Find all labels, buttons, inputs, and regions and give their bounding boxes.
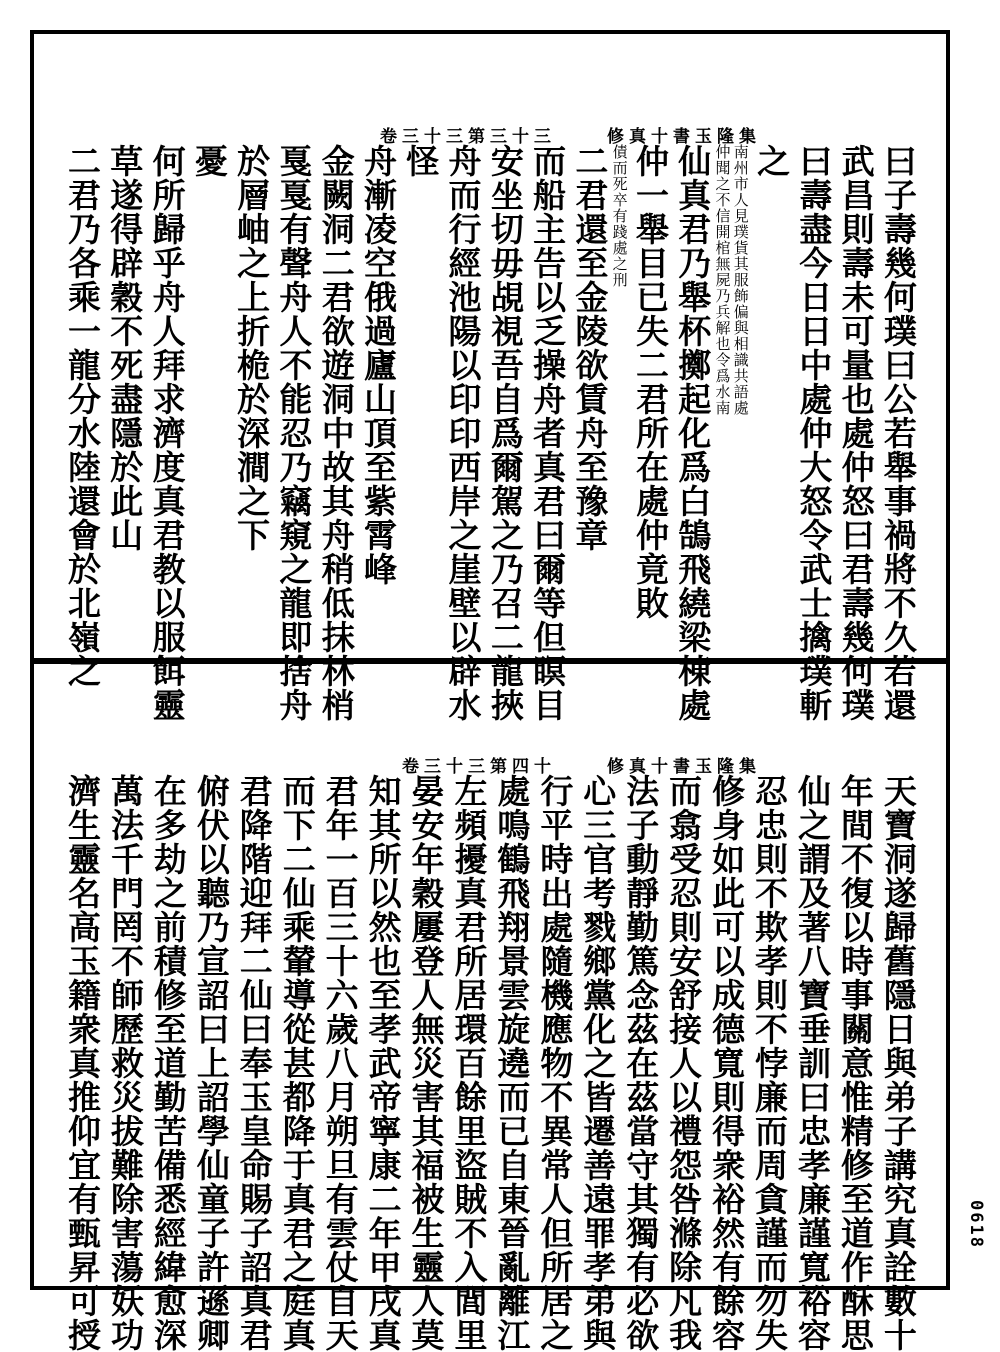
text-column: 仙真君乃舉杯擲起化爲白鵠飛繞梁棟處 [673, 144, 713, 722]
upper-volume-label: 卷三十三第三十三 [380, 127, 556, 147]
text-column: 忍忠則不欺孝則不悖廉而周貪謹而勿失 [750, 774, 789, 1352]
text-column: 濟生靈名高玉籍衆真推仰宜有甄昇可授 [63, 774, 102, 1352]
annotation-column: 債而死卒有踐處之刑 [610, 144, 629, 288]
lower-book-title: 修真十書玉隆集 [607, 757, 761, 777]
annotation-column: 南州市人見璞貨其服飾偏與相識共語處 [731, 144, 750, 416]
upper-page [30, 30, 950, 722]
text-column: 仙之謂及著八寶垂訓曰忠孝廉謹寬裕容 [792, 774, 832, 1352]
text-column: 舟漸凌空俄過廬山頂至紫霄峰 [358, 144, 398, 586]
annotation-column: 仲聞之不信開棺無屍乃兵解也令爲水南 [713, 144, 732, 416]
text-column: 君降階迎拜二仙曰奉玉皇命賜子詔真君 [234, 774, 274, 1352]
text-column: 金闕洞二君欲遊洞中故其舟稍低抹林梢 [316, 144, 356, 722]
text-column: 仲一舉目已失二君所在處仲竟敗 [630, 144, 670, 620]
text-column: 安坐切毋覘視吾自爲爾駕之乃召二龍挾 [485, 144, 525, 722]
text-column: 處鳴鶴飛翔景雲旋遶而已自東晉亂離江 [492, 774, 532, 1352]
lower-page [30, 660, 950, 1352]
lower-volume-label: 卷三十三第四十 [402, 757, 556, 777]
page-number: 0618 [966, 1200, 986, 1249]
text-column: 而下二仙乘輦導從甚都降于真君之庭真 [277, 774, 317, 1352]
text-column: 在多劫之前積修至道勤苦備悉經緯愈深 [148, 774, 188, 1352]
text-column: 君年一百三十六歲八月朔旦有雲仗自天 [320, 774, 360, 1352]
text-column: 而船主告以乏操舟者真君曰爾等但瞑目 [528, 144, 568, 722]
text-column: 曰壽盡今日日中處仲大怒令武士擒璞斬 [794, 144, 834, 722]
text-column: 於層岫之上折桅於深澗之下 [232, 144, 272, 552]
text-column: 之 [752, 144, 792, 178]
text-column: 知其所以然也至孝武帝寧康二年甲戌真 [363, 774, 403, 1352]
text-column: 天寶洞遂歸舊隱日與弟子講究真詮數十 [878, 774, 918, 1352]
text-column: 戛戛有聲舟人不能忍乃竊窺之龍即捨舟 [274, 144, 314, 722]
text-column: 左頻擾真君所居環百餘里盜賊不入閭里 [449, 774, 489, 1352]
text-column: 修身如此可以成德寬則得衆裕然有餘容 [707, 774, 747, 1352]
text-column: 何所歸乎舟人拜求濟度真君教以服餌靈 [147, 144, 187, 722]
text-column: 萬法千門罔不師歷救災拔難除害蕩妖功 [105, 774, 145, 1352]
text-column: 俯伏以聽乃宣詔曰上詔學仙童子許遜卿 [191, 774, 231, 1352]
lower-text-body [62, 774, 918, 1352]
text-column: 二君乃各乘一龍分水陸還會於北嶺之 [63, 144, 102, 688]
upper-text-body [62, 144, 918, 722]
text-column: 舟而行經池陽以印印西岸之崖壁以辟水 [443, 144, 483, 722]
text-column: 二君還至金陵欲賃舟至豫章 [570, 144, 610, 552]
text-column: 曰子壽幾何璞曰公若舉事禍將不久若還 [878, 144, 918, 722]
text-column: 年間不復以時事關意惟精修至道作酥思 [835, 774, 875, 1352]
text-column: 法子動靜勤篤念茲在茲當守其獨有必欲 [621, 774, 661, 1352]
text-column: 武昌則壽未可量也處仲怒曰君壽幾何璞 [836, 144, 876, 722]
text-column: 心三官考戮鄉黨化之皆遷善遠罪孝弟與 [578, 774, 618, 1352]
text-column: 怪 [401, 144, 441, 178]
text-column: 晏安年穀屢登人無災害其福被生靈人莫 [406, 774, 446, 1352]
text-column: 行平時出處隨機應物不異常人但所居之 [535, 774, 575, 1352]
text-column: 草遂得辟穀不死盡隱於此山 [105, 144, 145, 552]
text-column: 而翕受忍則安舒接人以禮怨咎滌除凡我 [664, 774, 704, 1352]
upper-book-title: 修真十書玉隆集 [607, 127, 761, 147]
text-column: 憂 [189, 144, 229, 178]
